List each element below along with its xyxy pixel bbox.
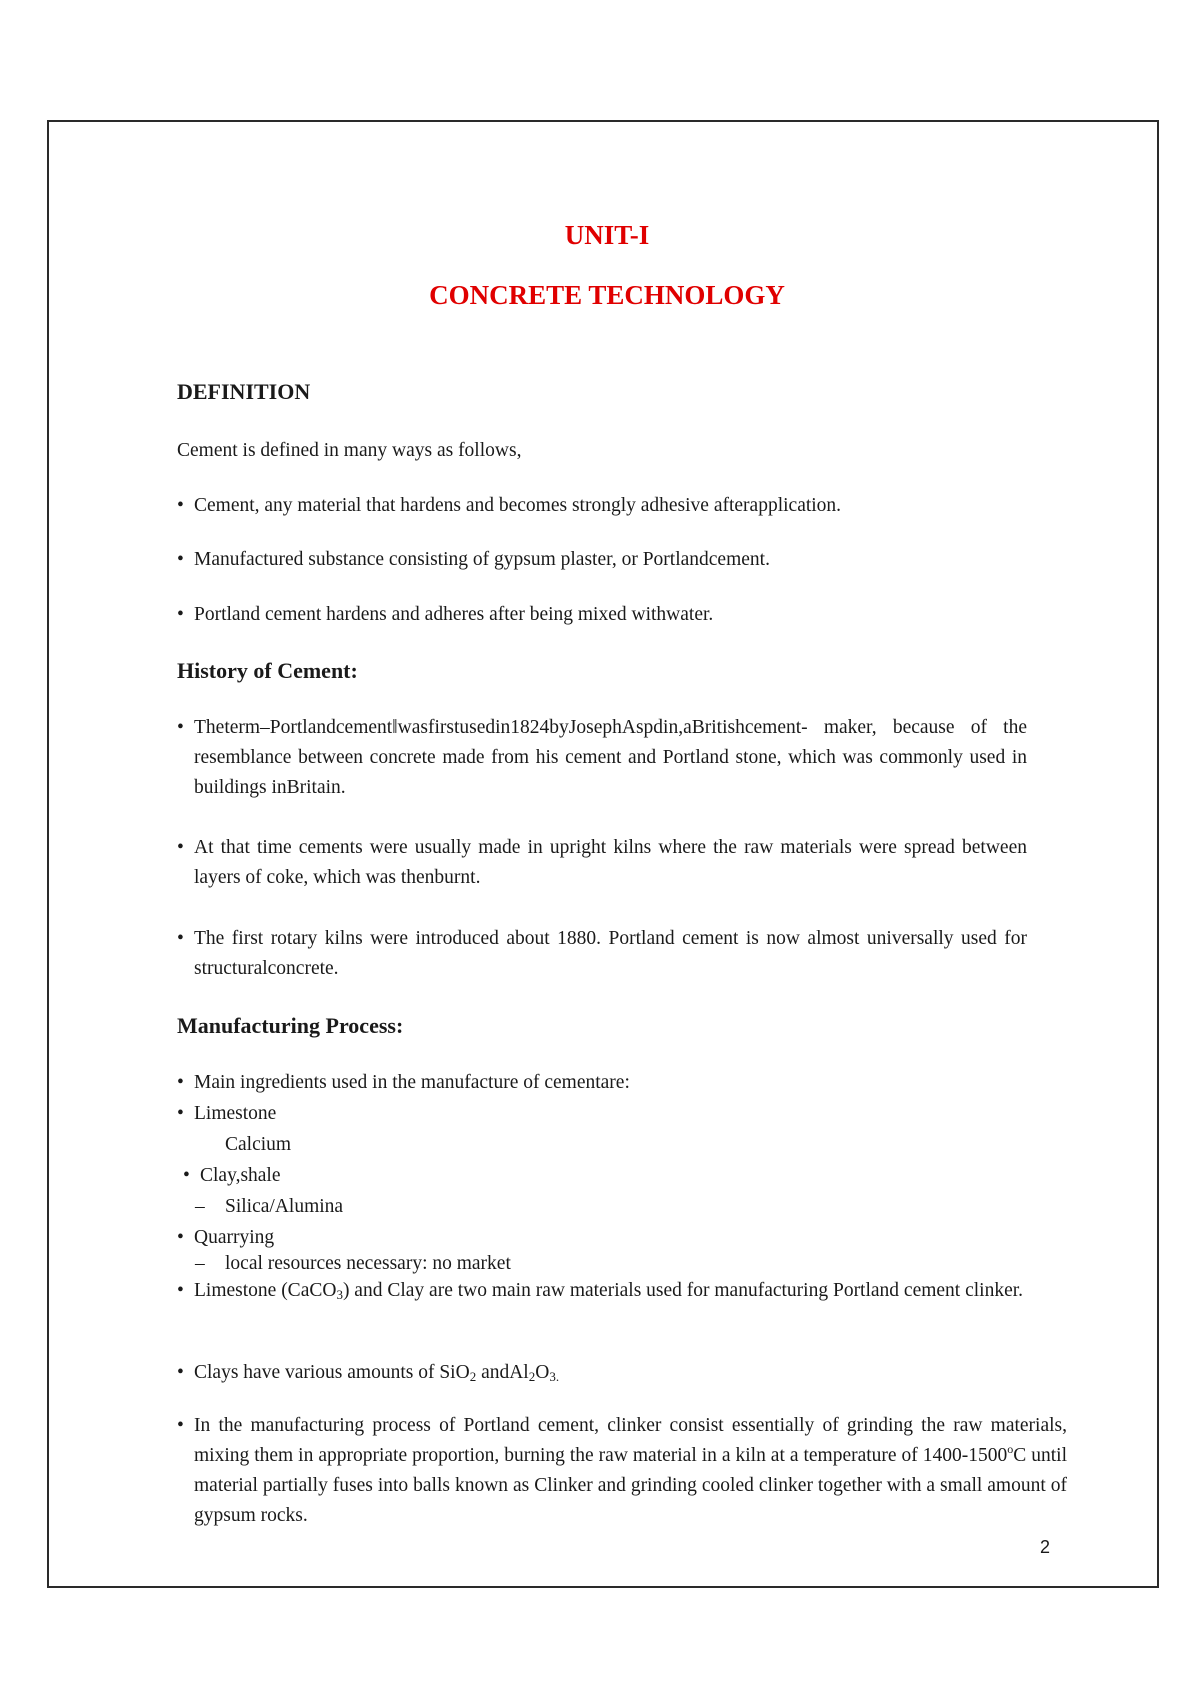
history-bullet-1 [177, 713, 1027, 803]
bullet-text: The first rotary kilns were introduced about 1880. Portland cement is now almost universally used for structuralconcrete. [194, 928, 1027, 979]
manufacturing-heading: Manufacturing Process: [177, 1013, 404, 1038]
ingredients-bullet [177, 1068, 1027, 1098]
bullet-text: In the manufacturing process of Portland cement, clinker consist essentially of grinding the raw materials, mixing them in appropriate proportion, burning the raw material in a kiln at a temperature of 1400-1500$^o$C until material partially fuses into balls known as Clinker and grinding cooled clinker together with a small amount of gypsum rocks. [194, 1415, 1067, 1526]
bullet-glyph: • [177, 495, 184, 516]
bullet-glyph: • [177, 717, 184, 738]
bullet-text: Portland cement hardens and adheres after being mixed withwater. [194, 604, 714, 625]
bullet-text: At that time cements were usually made in upright kilns where the raw materials were spread between layers of coke, which was thenburnt. [194, 837, 1027, 888]
bullet-glyph: • [177, 1415, 184, 1436]
bullet-glyph: • [177, 837, 184, 858]
main-title: CONCRETE TECHNOLOGY [429, 280, 785, 310]
dash-glyph: – [195, 1196, 205, 1217]
unit-title: UNIT-I [564, 220, 650, 250]
definition-bullet-2 [177, 545, 1027, 575]
definition-intro: Cement is defined in many ways as follows, [177, 440, 522, 461]
clay-bullet [183, 1161, 1033, 1191]
bullet-glyph: • [177, 1072, 184, 1093]
calcium-subitem [195, 1130, 291, 1160]
limestone-bullet [177, 1099, 1027, 1129]
limestone-clay-bullet [177, 1278, 1027, 1304]
bullet-text: Clay,shale [200, 1165, 281, 1186]
definition-heading: DEFINITION [177, 379, 311, 404]
bullet-glyph: • [177, 1227, 184, 1248]
page-number: 2 [1040, 1537, 1051, 1557]
history-bullet-3 [177, 924, 1027, 984]
definition-bullet-3 [177, 600, 1027, 630]
bullet-text: Main ingredients used in the manufacture of cementare: [194, 1072, 630, 1093]
bullet-text: Clays have various amounts of SiO$_2$ $andAl_2O_{3.}$ [194, 1362, 560, 1384]
definition-bullet-1 [177, 491, 1027, 521]
bullet-glyph: • [183, 1165, 190, 1186]
bullet-text: Manufactured substance consisting of gypsum plaster, or Portlandcement. [194, 549, 770, 570]
bullet-glyph: • [177, 1280, 184, 1301]
history-heading: History of Cement: [177, 658, 358, 683]
local-resources-subitem [195, 1251, 511, 1277]
bullet-glyph: • [177, 1362, 184, 1383]
history-bullet-2 [177, 833, 1027, 893]
subitem-text: Silica/Alumina [225, 1196, 344, 1217]
bullet-text: Quarrying [194, 1227, 275, 1248]
dash-glyph: – [195, 1253, 205, 1274]
subitem-text: local resources necessary: no market [225, 1253, 511, 1274]
quarrying-bullet [177, 1223, 1027, 1253]
clays-bullet [177, 1358, 1027, 1388]
bullet-glyph: • [177, 1103, 184, 1124]
process-bullet [177, 1411, 1067, 1531]
bullet-glyph: • [177, 928, 184, 949]
bullet-glyph: • [177, 604, 184, 625]
subitem-text: Calcium [225, 1134, 292, 1155]
bullet-text: Theterm–Portlandcement‖wasfirstusedin1824byJosephAspdin,aBritishcement- maker, because of the resemblance between concrete made from his cement and Portland stone, which was commonly used in buildings inBritain. [194, 717, 1027, 798]
bullet-text: Limestone (CaCO$_3$) and Clay are two main raw materials used for manufacturing Portland cement clinker. [194, 1280, 1024, 1302]
bullet-text: Limestone [194, 1103, 277, 1124]
silica-subitem [195, 1192, 343, 1222]
bullet-glyph: • [177, 549, 184, 570]
bullet-text: Cement, any material that hardens and becomes strongly adhesive afterapplication. [194, 495, 842, 516]
